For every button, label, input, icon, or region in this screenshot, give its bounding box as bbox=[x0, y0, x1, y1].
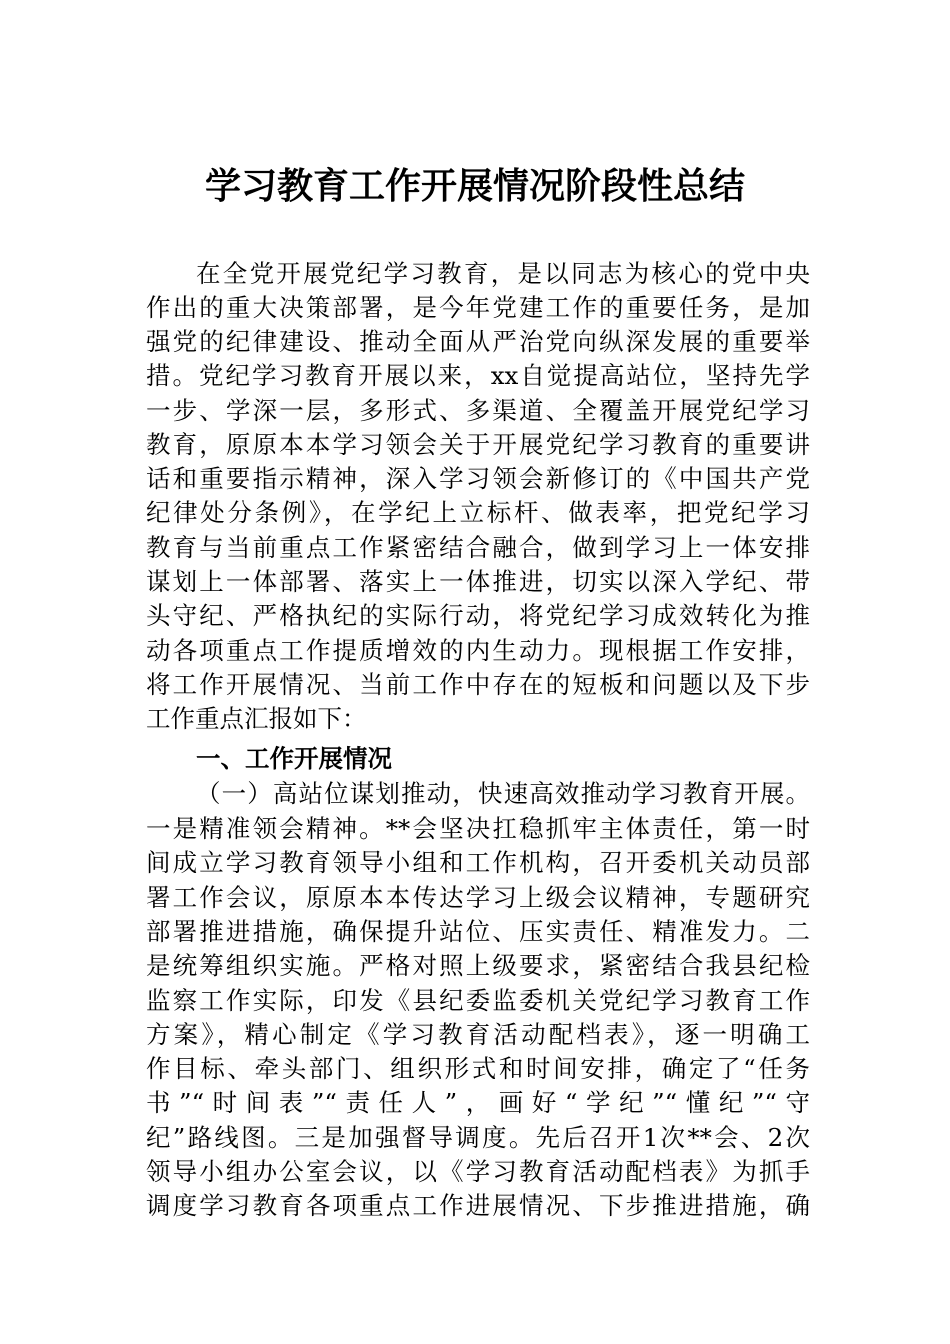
intro-line: 教育，原原本本学习领会关于开展党纪学习教育的重要讲 bbox=[146, 430, 810, 459]
intro-line: 在全党开展党纪学习教育，是以同志为核心的党中央 bbox=[196, 259, 810, 288]
body-line: 是统筹组织实施。严格对照上级要求，紧密结合我县纪检 bbox=[146, 951, 810, 980]
body-line: 调度学习教育各项重点工作进展情况、下步推进措施，确 bbox=[146, 1191, 810, 1220]
intro-line: 动各项重点工作提质增效的内生动力。现根据工作安排， bbox=[146, 636, 810, 665]
body-line: 间成立学习教育领导小组和工作机构，召开委机关动员部 bbox=[146, 848, 810, 877]
intro-line: 措。党纪学习教育开展以来，xx自觉提高站位，坚持先学 bbox=[146, 361, 810, 390]
intro-line: 一步、学深一层，多形式、多渠道、全覆盖开展党纪学习 bbox=[146, 396, 810, 425]
intro-line: 强党的纪律建设、推动全面从严治党向纵深发展的重要举 bbox=[146, 327, 810, 356]
intro-line: 纪律处分条例》，在学纪上立标杆、做表率，把党纪学习 bbox=[146, 498, 810, 527]
intro-line: 作出的重大决策部署，是今年党建工作的重要任务，是加 bbox=[146, 293, 810, 322]
intro-line: 谋划上一体部署、落实上一体推进，切实以深入学纪、带 bbox=[146, 567, 810, 596]
intro-line: 工作重点汇报如下： bbox=[146, 704, 367, 733]
subsection-heading: （一）高站位谋划推动，快速高效推动学习教育开展。 bbox=[196, 779, 810, 808]
body-line: 署工作会议，原原本本传达学习上级会议精神，专题研究 bbox=[146, 883, 810, 912]
body-line: 作目标、牵头部门、组织形式和时间安排，确定了“任务 bbox=[146, 1054, 810, 1083]
body-line: 纪”路线图。三是加强督导调度。先后召开1次**会、2次 bbox=[146, 1123, 810, 1152]
body-line: 领导小组办公室会议，以《学习教育活动配档表》为抓手 bbox=[146, 1157, 810, 1186]
body-line: 部署推进措施，确保提升站位、压实责任、精准发力。二 bbox=[146, 917, 810, 946]
intro-line: 话和重要指示精神，深入学习领会新修订的《中国共产党 bbox=[146, 464, 810, 493]
body-line: 方案》，精心制定《学习教育活动配档表》，逐一明确工 bbox=[146, 1020, 810, 1049]
body-line: 一是精准领会精神。**会坚决扛稳抓牢主体责任，第一时 bbox=[146, 814, 810, 843]
body-line: 监察工作实际，印发《县纪委监委机关党纪学习教育工作 bbox=[146, 986, 810, 1015]
body-line: 书”“时间表”“责任人”，画好“学纪”“懂纪”“守 bbox=[146, 1088, 810, 1117]
section-heading: 一、工作开展情况 bbox=[196, 744, 392, 773]
intro-line: 头守纪、严格执纪的实际行动，将党纪学习成效转化为推 bbox=[146, 601, 810, 630]
document-title: 学习教育工作开展情况阶段性总结 bbox=[204, 165, 745, 207]
intro-line: 教育与当前重点工作紧密结合融合，做到学习上一体安排 bbox=[146, 533, 810, 562]
intro-line: 将工作开展情况、当前工作中存在的短板和问题以及下步 bbox=[146, 670, 810, 699]
